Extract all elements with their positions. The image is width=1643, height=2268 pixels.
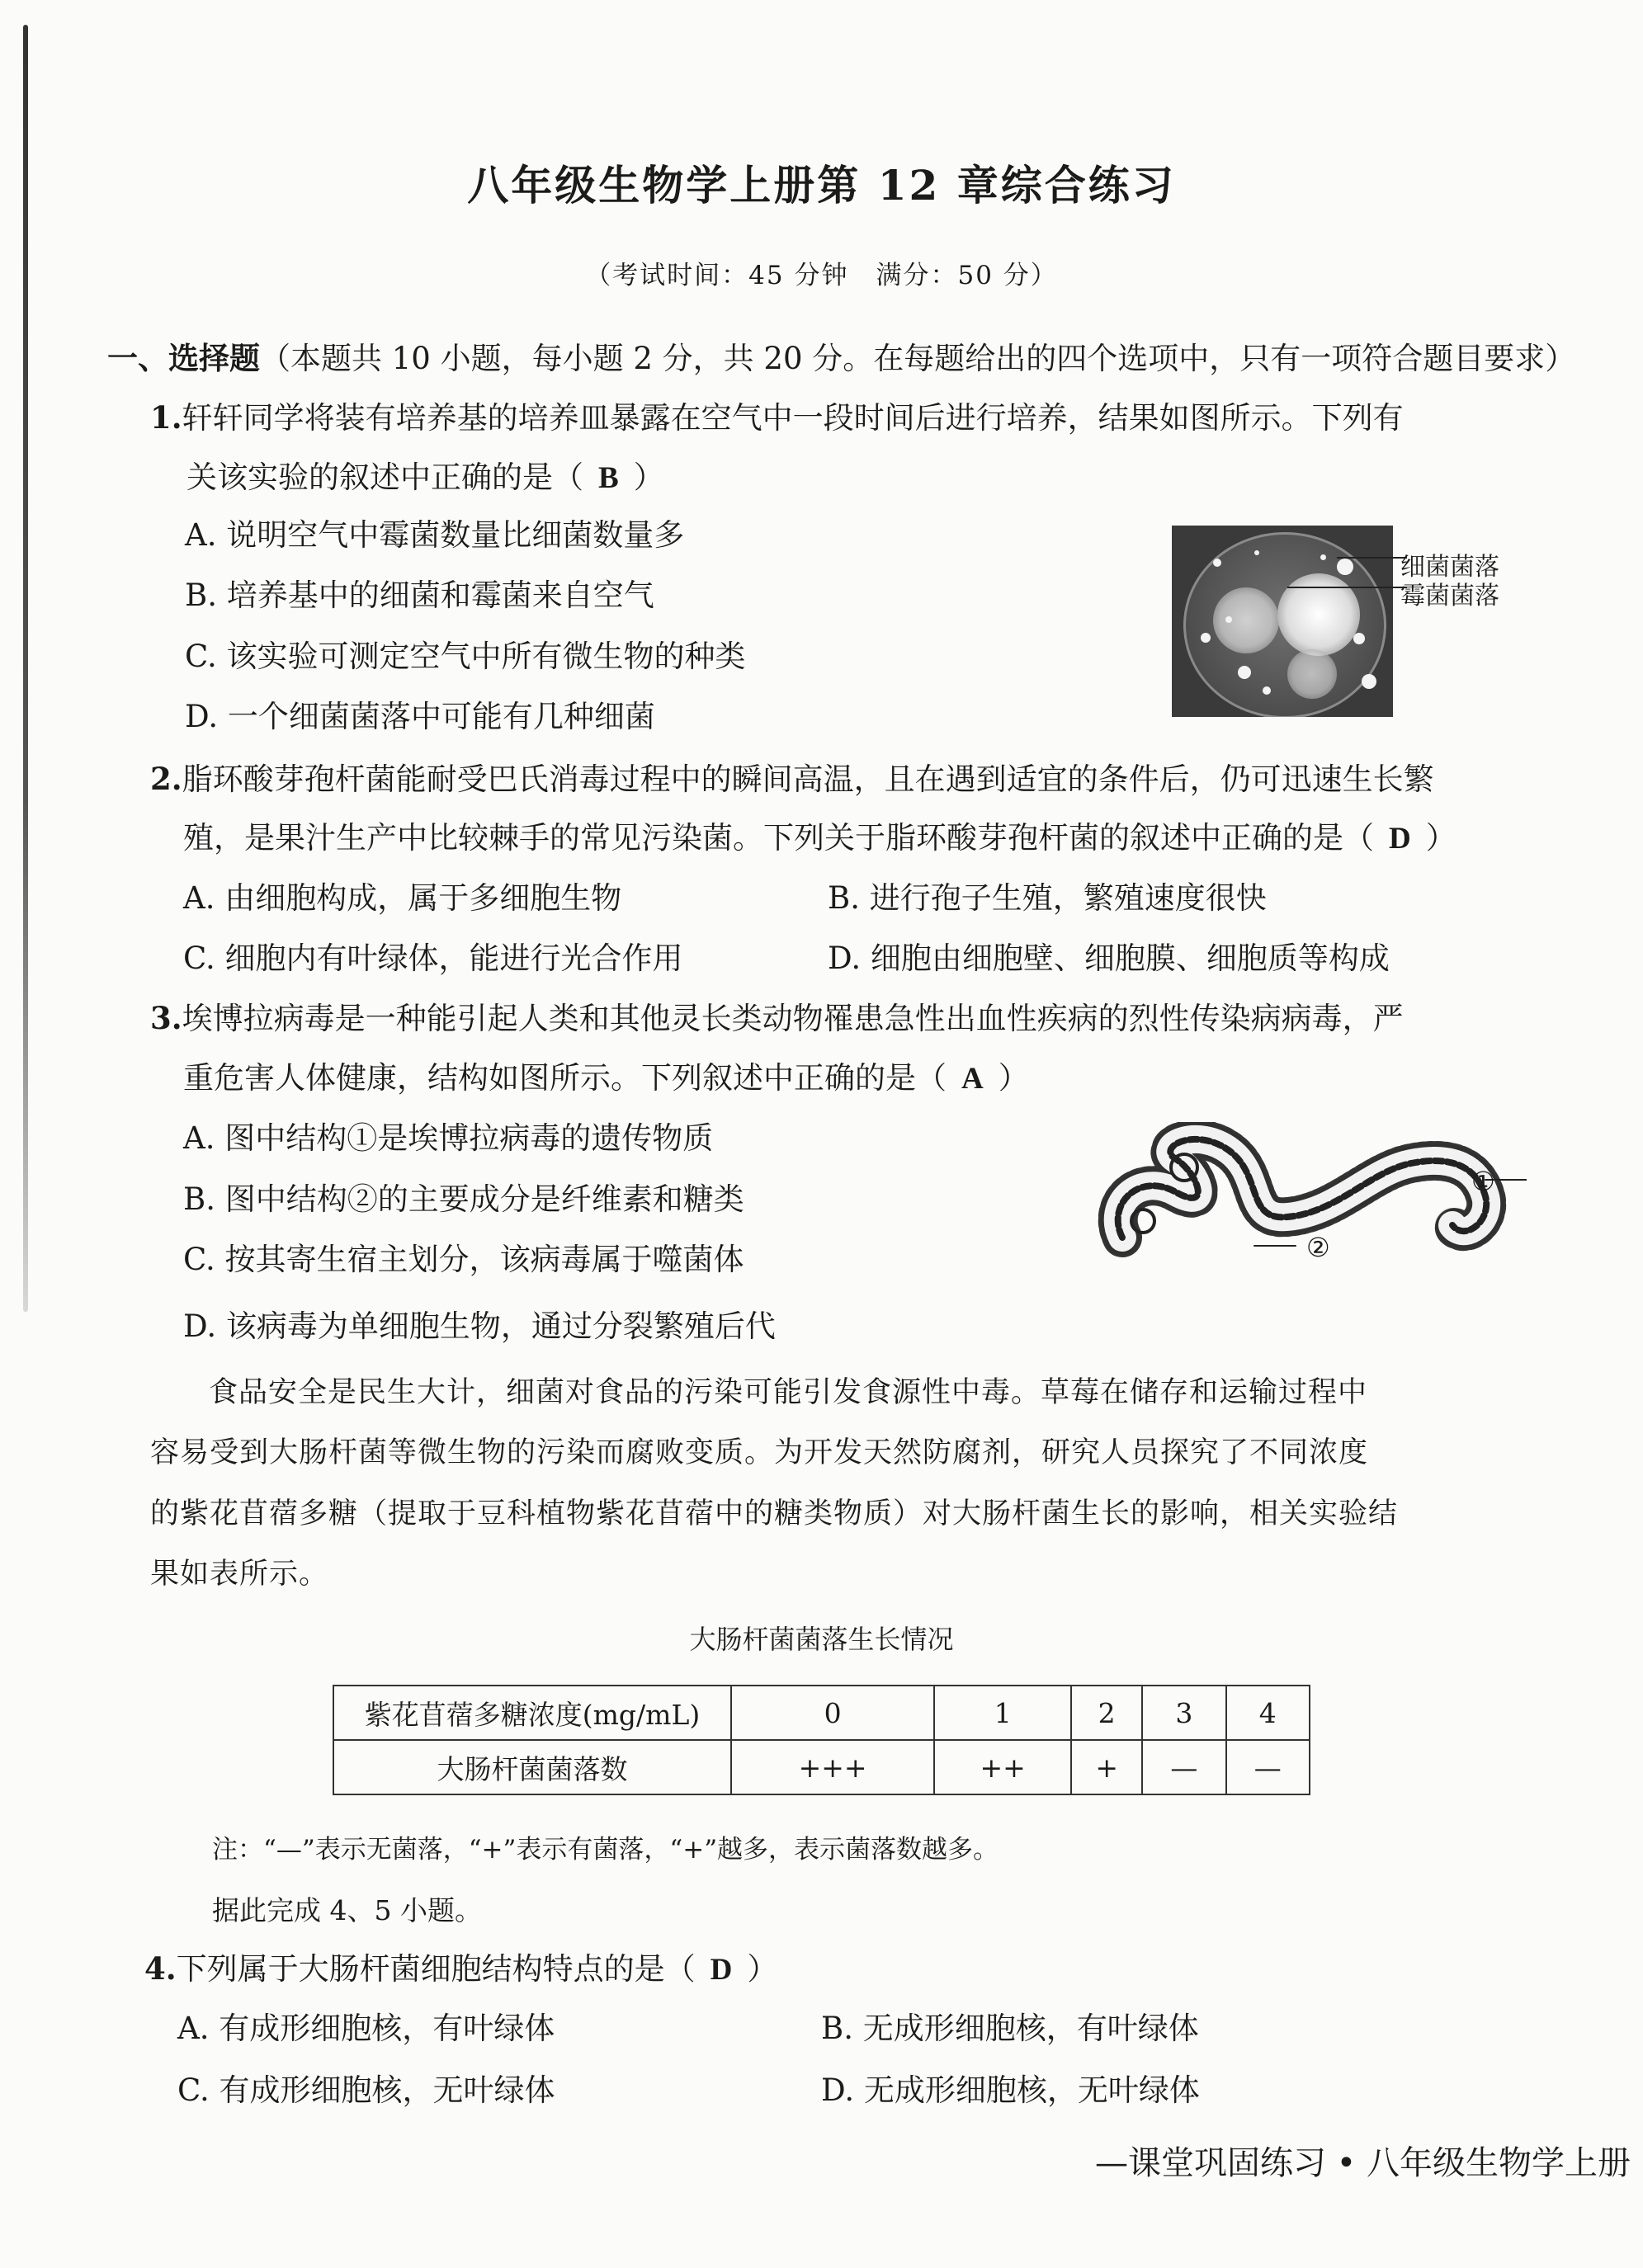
exam-info: （考试时间：45 分钟 满分：50 分） [585, 261, 1058, 290]
table-cell: — [1142, 1740, 1225, 1794]
q4-answer: D [710, 1953, 733, 1987]
q1-option-b: B. 培养基中的细菌和霉菌来自空气 [185, 578, 654, 613]
q4-option-b: B. 无成形细胞核，有叶绿体 [821, 2011, 1199, 2046]
q2-answer: D [1389, 822, 1411, 856]
table-note: 注：“—”表示无菌落，“+”表示有菌落，“+”越多，表示菌落数越多。 [212, 1835, 999, 1865]
table-caption: 大肠杆菌菌落生长情况 [689, 1624, 954, 1655]
table-row-header: 紫花苜蓿多糖浓度(mg/mL) [333, 1686, 731, 1740]
table-cell: 1 [934, 1686, 1071, 1740]
q3-option-c: C. 按其寄生宿主划分，该病毒属于噬菌体 [183, 1242, 744, 1277]
q2-number: 2. [150, 761, 182, 797]
q4-option-a: A. 有成形细胞核，有叶绿体 [177, 2011, 555, 2046]
q4-number: 4. [144, 1950, 177, 1987]
table-cell: + [1071, 1740, 1142, 1794]
q3-option-d: D. 该病毒为单细胞生物，通过分裂繁殖后代 [183, 1308, 776, 1344]
dish-leader-lines [1287, 545, 1411, 611]
page-title: 八年级生物学上册第 12 章综合练习 [467, 161, 1176, 210]
table-cell: 2 [1071, 1686, 1142, 1740]
q3-option-b: B. 图中结构②的主要成分是纤维素和糖类 [183, 1181, 744, 1217]
passage-line-1: 食品安全是民生大计，细菌对食品的污染可能引发食源性中毒。草莓在储存和运输过程中 [209, 1376, 1368, 1409]
q1-number: 1. [150, 399, 182, 436]
section-heading [107, 338, 1575, 379]
q2-stem-line1: 2.脂环酸芽孢杆菌能耐受巴氏消毒过程中的瞬间高温，且在遇到适宜的条件后，仍可迅速生长繁 [150, 761, 1434, 797]
table-cell: ++ [934, 1740, 1071, 1794]
table-row [333, 1686, 1310, 1740]
passage-line-2: 容易受到大肠杆菌等微生物的污染而腐败变质。为开发天然防腐剂，研究人员探究了不同浓度 [150, 1436, 1369, 1469]
q1-option-d: D. 一个细菌菌落中可能有几种细菌 [185, 699, 655, 734]
label-structure-2: ② [1306, 1232, 1330, 1263]
q1-option-c: C. 该实验可测定空气中所有微生物的种类 [185, 639, 746, 674]
table-cell: +++ [731, 1740, 934, 1794]
q2-option-b: B. 进行孢子生殖，繁殖速度很快 [828, 880, 1267, 916]
table-cell: 0 [731, 1686, 934, 1740]
table-row [333, 1740, 1310, 1794]
table-row-header: 大肠杆菌菌落数 [333, 1740, 731, 1794]
label-structure-1: ① [1471, 1166, 1495, 1197]
label-bacterial-colony: 细菌菌落 [1400, 553, 1499, 582]
q3-answer: A [961, 1062, 984, 1096]
passage-line-3: 的紫花苜蓿多糖（提取于豆科植物紫花苜蓿中的糖类物质）对大肠杆菌生长的影响，相关实验结 [150, 1497, 1399, 1530]
q3-stem-line1: 3.埃博拉病毒是一种能引起人类和其他灵长类动物罹患急性出血性疾病的烈性传染病病毒，严 [150, 1000, 1404, 1036]
q1-stem-line2: 关该实验的叙述中正确的是（ B ） [186, 460, 664, 495]
page-footer: —课堂巩固练习 • 八年级生物学上册 [1094, 2144, 1631, 2182]
colony-table [333, 1685, 1310, 1795]
section-title: 一、选择题 [107, 340, 260, 376]
q1-option-a: A. 说明空气中霉菌数量比细菌数量多 [185, 517, 685, 553]
section-desc: （本题共 10 小题，每小题 2 分，共 20 分。在每题给出的四个选项中，只有一项符合题目要求） [260, 341, 1576, 376]
q3-number: 3. [150, 1000, 182, 1036]
passage-line-4: 果如表所示。 [150, 1558, 329, 1591]
q1-answer: B [598, 461, 619, 495]
table-cell: 3 [1142, 1686, 1225, 1740]
follow-instruction: 据此完成 4、5 小题。 [212, 1894, 482, 1926]
table-cell: 4 [1226, 1686, 1310, 1740]
q3-stem-line2: 重危害人体健康，结构如图所示。下列叙述中正确的是（ A ） [183, 1060, 1029, 1096]
q2-option-a: A. 由细胞构成，属于多细胞生物 [183, 880, 622, 916]
q2-option-d: D. 细胞由细胞壁、细胞膜、细胞质等构成 [828, 941, 1390, 976]
table-cell: — [1226, 1740, 1310, 1794]
q2-option-c: C. 细胞内有叶绿体，能进行光合作用 [183, 941, 683, 976]
label-mold-colony: 霉菌菌落 [1400, 582, 1499, 611]
q4-option-c: C. 有成形细胞核，无叶绿体 [177, 2072, 555, 2108]
q4-stem: 4.下列属于大肠杆菌细胞结构特点的是（ D ） [144, 1950, 778, 1987]
q3-option-a: A. 图中结构①是埃博拉病毒的遗传物质 [183, 1120, 714, 1156]
q4-option-d: D. 无成形细胞核，无叶绿体 [821, 2072, 1200, 2108]
q2-stem-line2: 殖，是果汁生产中比较棘手的常见污染菌。下列关于脂环酸芽孢杆菌的叙述中正确的是（ D ） [183, 820, 1457, 856]
ebola-virus-figure [1098, 1122, 1527, 1295]
q1-stem-line1: 1.轩轩同学将装有培养基的培养皿暴露在空气中一段时间后进行培养，结果如图所示。下列有 [150, 399, 1404, 436]
